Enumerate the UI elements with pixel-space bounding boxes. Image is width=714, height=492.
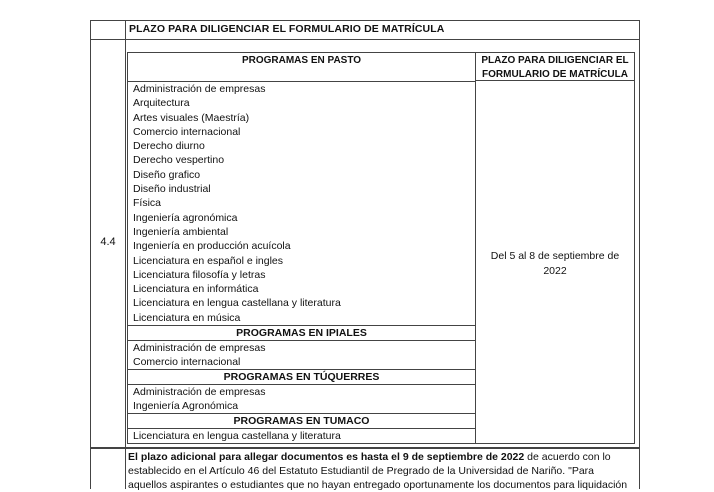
pasto-programs-list [133, 82, 473, 325]
program-item: Licenciatura filosofía y letras [133, 268, 266, 281]
program-item: Ingeniería Agronómica [133, 400, 239, 413]
item-number: 4.4 [100, 236, 116, 248]
ipiales-programs-list [133, 341, 473, 370]
program-item: Comercio internacional [133, 356, 241, 369]
tuquerres-header: PROGRAMAS EN TÚQUERRES [128, 369, 475, 385]
program-item: Derecho diurno [133, 140, 205, 153]
additional-deadline-paragraph: El plazo adicional para allegar documentos es hasta el 9 de septiembre de 2022 de acuerdo con lo establecido en el Artículo 46 del Estatuto Estudiantil de Pregrado de la Universidad de Nariño. "Para aquellos aspirantes o estudiantes que no hayan entregado oportunamente los documentos para liquidación [128, 451, 628, 491]
program-item: Licenciatura en español e ingles [133, 254, 284, 267]
program-item: Administración de empresas [133, 342, 266, 354]
tuquerres-programs-list [133, 385, 473, 414]
program-item: Arquitectura [133, 97, 190, 110]
number-cell [91, 39, 126, 447]
programs-pasto-header: PROGRAMAS EN PASTO [128, 53, 476, 82]
program-item: Ingeniería ambiental [133, 225, 229, 238]
program-item: Diseño industrial [133, 183, 211, 196]
program-item: Diseño grafico [133, 168, 201, 181]
ipiales-header: PROGRAMAS EN IPIALES [128, 325, 475, 341]
deadline-header: PLAZO PARA DILIGENCIAR EL FORMULARIO DE MATRÍCULA [476, 53, 634, 81]
tumaco-programs-list [133, 429, 473, 443]
program-item: Derecho vespertino [133, 154, 225, 167]
program-item: Ingeniería en producción acuícola [133, 240, 291, 253]
program-item: Ingeniería agronómica [133, 211, 238, 224]
tumaco-header: PROGRAMAS EN TUMACO [128, 413, 475, 429]
program-item: Comercio internacional [133, 125, 241, 138]
program-item: Licenciatura en informática [133, 283, 259, 296]
program-item: Administración de empresas [133, 386, 266, 398]
title-row [90, 20, 640, 40]
programs-table [127, 52, 635, 444]
number-cell-empty [91, 21, 126, 39]
program-item: Física [133, 197, 162, 210]
program-item: Licenciatura en lengua castellana y literatura [133, 297, 341, 310]
program-item: Administración de empresas [133, 83, 266, 95]
program-item: Licenciatura en lengua castellana y literatura [133, 430, 341, 442]
deadline-text: Del 5 al 8 de septiembre de 2022 [490, 250, 620, 277]
column-divider [475, 82, 476, 443]
program-item: Artes visuales (Maestría) [133, 111, 250, 124]
section-title: PLAZO PARA DILIGENCIAR EL FORMULARIO DE MATRÍCULA [129, 23, 445, 35]
program-item: Licenciatura en música [133, 311, 241, 324]
next-number-cell [91, 449, 126, 489]
